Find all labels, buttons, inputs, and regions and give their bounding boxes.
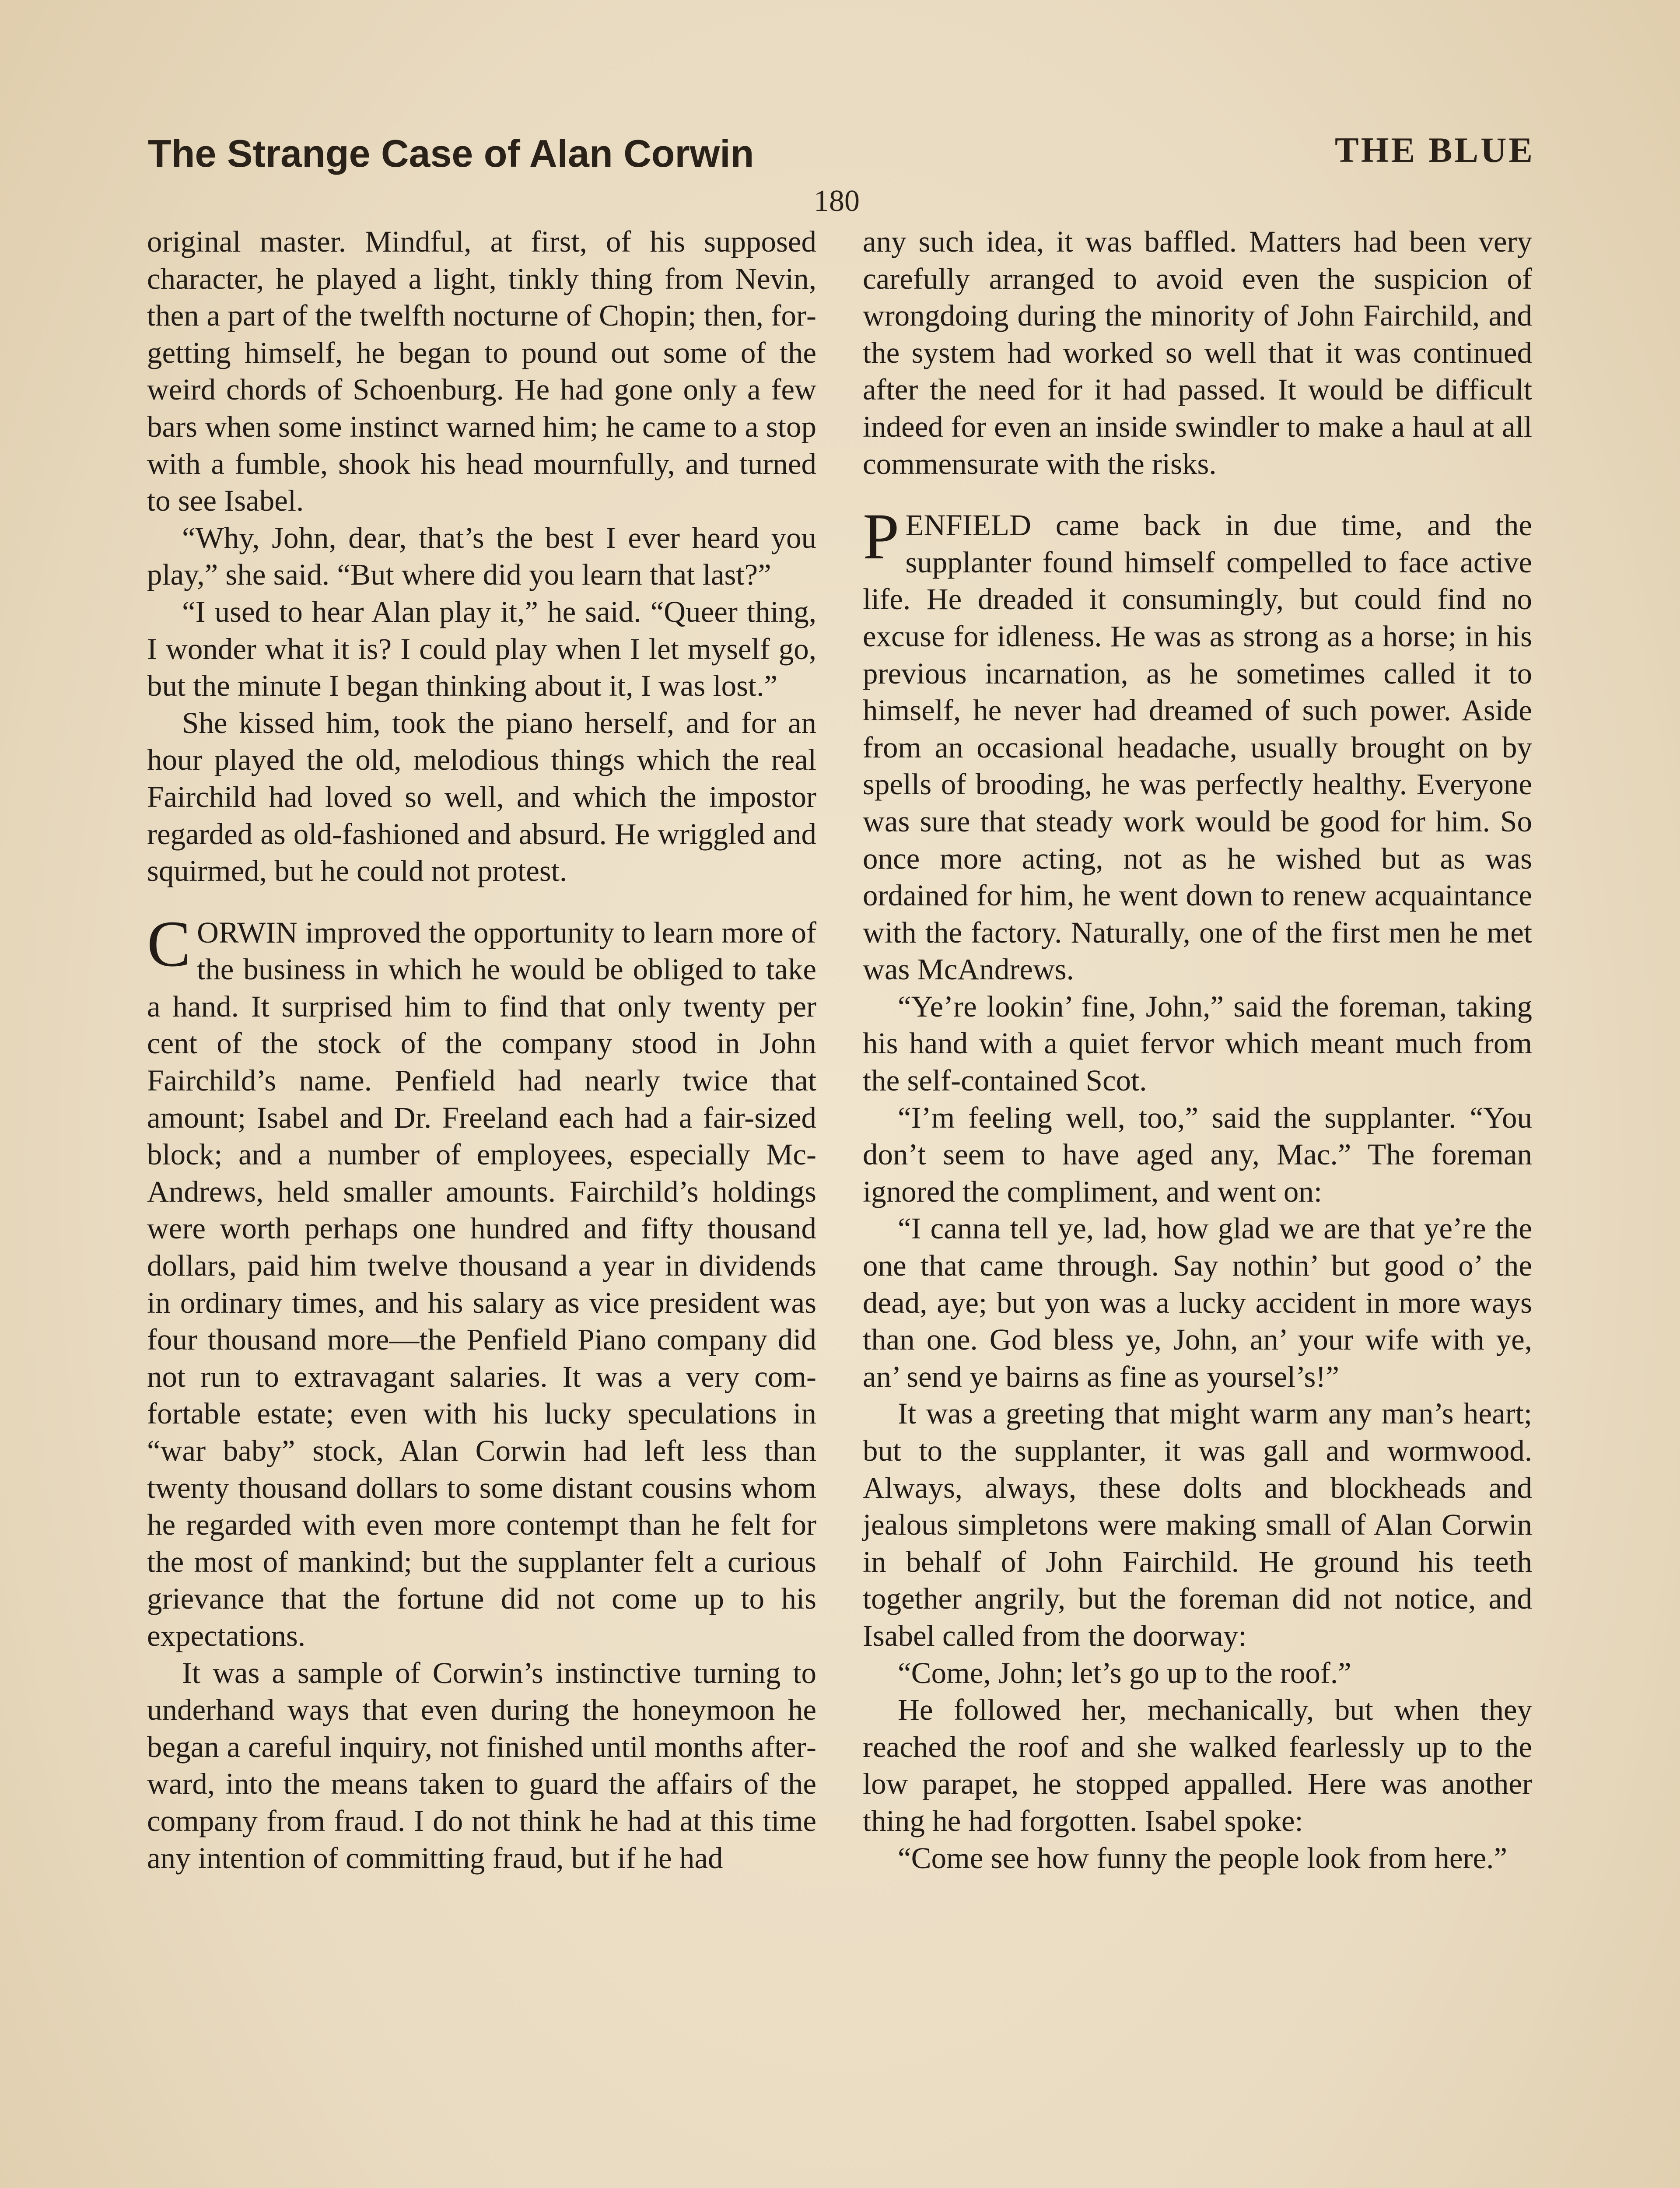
page-number: 180 xyxy=(814,184,860,218)
story-title: The Strange Case of Alan Corwin xyxy=(148,132,754,175)
paragraph: any such idea, it was baffled. Matters had been very carefully arranged to avoid even the suspicion of wrongdoing during the minority of John Fairchild, and the system had worked so well that it was continued after the need for it had passed. It would be difficult indeed for even an inside swindler to make a haul at all commensurate with the risks. xyxy=(863,225,1532,480)
paragraph: original master. Mindful, at first, of his supposed character, he played a light, tinkly thing from Nevin, then a part of the twelfth nocturne of Chopin; then, forgetting himself, he began to pound out some of the weird chords of Schoenburg. He had gone only a few bars when some instinct warned him; he came to a stop with a fumble, shook his head mournfully, and turned to see Isabel. xyxy=(147,225,816,518)
paragraph: “Ye’re lookin’ fine, John,” said the foreman, taking his hand with a quiet fervor which meant much from the self-contained Scot. xyxy=(863,989,1532,1098)
section-paragraph xyxy=(147,907,816,1655)
left-column xyxy=(147,223,816,1876)
paragraph: “I canna tell ye, lad, how glad we are that ye’re the one that came through. Say nothin’ but good o’ the dead, aye; but yon was a lucky accident in more ways than one. God bless ye, John, an’ your wife with ye, an’ send ye bairns as fine as yoursel’s!” xyxy=(863,1212,1532,1393)
magazine-name: THE BLUE xyxy=(1335,130,1535,170)
paragraph: “I’m feeling well, too,” said the supplanter. “You don’t seem to have aged any, Mac.” The foreman ignored the compliment, and went on: xyxy=(863,1101,1532,1208)
drop-cap: P xyxy=(863,500,900,573)
section-paragraph xyxy=(863,500,1532,988)
paragraph: “Come, John; let’s go up to the roof.” xyxy=(898,1656,1351,1690)
paragraph-text: ENFIELD came back in due time, and the supplanter found himself compelled to face active life. He dreaded it consumingly, but could find no excuse for idleness. He was as strong as a horse; in his previous incarnation, as he sometimes called it to himself, he never had dreamed of such power. Aside from an occasional headache, usually brought on by spells of brooding, he was perfectly healthy. Everyone was sure that steady work would be good for him. So once more acting, not as he wished but as was ordained for him, he went down to renew acquaintance with the factory. Naturally, one of the first men he met was McAndrews. xyxy=(863,508,1532,986)
right-column xyxy=(863,223,1532,1876)
paragraph: “I used to hear Alan play it,” he said. “Queer thing, I wonder what it is? I could play when I let myself go, but the minute I began thinking about it, I was lost.” xyxy=(147,595,816,703)
paragraph: “Come see how funny the people look from here.” xyxy=(898,1841,1507,1875)
paragraph: It was a sample of Corwin’s instinctive turning to underhand ways that even during the honeymoon he began a careful inquiry, not finished until months afterward, into the means taken to guard the affairs of the company from fraud. I do not think he had at this time any intention of committing fraud, but if he had xyxy=(147,1656,816,1875)
drop-cap: C xyxy=(147,907,191,980)
paragraph: She kissed him, took the piano herself, and for an hour played the old, melodious things which the real Fairchild had loved so well, and which the impostor regarded as old-fashioned and absurd. He wriggled and squirmed, but he could not protest. xyxy=(147,706,816,888)
paragraph: He followed her, mechanically, but when they reached the roof and she walked fearlessly up to the low parapet, he stopped appalled. Here was another thing he had forgotten. Isabel spoke: xyxy=(863,1693,1532,1837)
paragraph: It was a greeting that might warm any man’s heart; but to the supplanter, it was gall and wormwood. Always, always, these dolts and blockheads and jealous simpletons were making small of Alan Corwin in behalf of John Fairchild. He ground his teeth together angrily, but the foreman did not notice, and Isabel called from the doorway: xyxy=(863,1397,1532,1652)
paragraph: “Why, John, dear, that’s the best I ever heard you play,” she said. “But where did you learn that last?” xyxy=(147,521,816,592)
paragraph-text: ORWIN improved the opportunity to learn more of the business in which he would be obliged to take a hand. It surprised him to find that only twenty per cent of the stock of the company stood in John Fairchild’s name. Penfield had nearly twice that amount; Isabel and Dr. Freeland each had a fair-sized block; and a number of employees, especially McAndrews, held smaller amounts. Fairchild’s holdings were worth perhaps one hundred and fifty thousand dollars, paid him twelve thousand a year in dividends in ordinary times, and his salary as vice president was four thousand more—the Penfield Piano company did not run to extravagant salaries. It was a very comfortable estate; even with his lucky speculations in “war baby” stock, Alan Corwin had left less than twenty thousand dollars to some distant cousins whom he regarded with even more contempt than he felt for the most of mankind; but the supplanter felt a curious grievance that the fortune did not come up to his expectations. xyxy=(147,915,816,1652)
